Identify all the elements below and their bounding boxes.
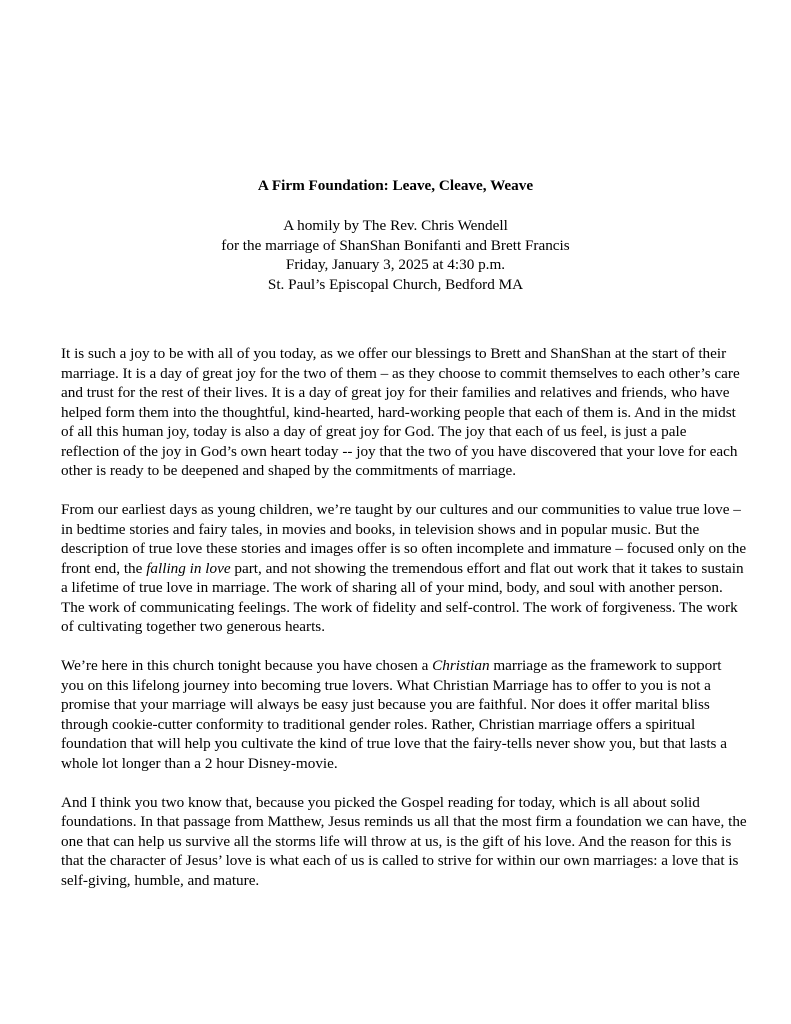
- paragraph-3-before: We’re here in this church tonight because you have chosen a: [61, 657, 433, 674]
- byline-occasion: for the marriage of ShanShan Bonifanti and Brett Francis: [221, 236, 570, 254]
- homily-body: [61, 344, 747, 890]
- byline-block: [0, 216, 791, 294]
- paragraph-2-emphasis: falling in love: [146, 559, 231, 577]
- paragraph-2-after: part, and not showing the tremendous effort and flat out work that it takes to sustain a lifetime of true love in marriage. The work of sharing all of your mind, body, and soul with another person. The work of communicating feelings. The work of fidelity and self-control. The work of forgiveness. The work of cultivating together two generous hearts.: [61, 559, 744, 635]
- paragraph-2: [61, 500, 747, 637]
- paragraph-3-emphasis: Christian: [432, 657, 490, 674]
- document-title: A Firm Foundation: Leave, Cleave, Weave: [257, 177, 534, 194]
- byline-location: St. Paul’s Episcopal Church, Bedford MA: [267, 275, 524, 293]
- byline-author: A homily by The Rev. Chris Wendell: [283, 217, 508, 234]
- paragraph-3-after: marriage as the framework to support you on this lifelong journey into becoming true lovers. What Christian Marriage has to offer to you is not a promise that your marriage will always be easy just because you are faithful. Nor does it offer marital bliss through cookie-cutter conformity to traditional gender roles. Rather, Christian marriage offers a spiritual foundation that will help you cultivate the kind of true love that the fairy-tells never show you, but that lasts a whole lot longer than a 2 hour Disney-movie.: [61, 657, 727, 772]
- paragraph-3: [61, 656, 747, 773]
- byline-date: Friday, January 3, 2025 at 4:30 p.m.: [285, 256, 506, 273]
- paragraph-1: It is such a joy to be with all of you today, as we offer our blessings to Brett and ShanShan at the start of their marriage. It is a day of great joy for the two of them – as they choose to commit themselves to each other’s care and trust for the rest of their lives. It is a day of great joy for their families and relatives and friends, who have helped form them into the thoughtful, kind-hearted, hard-working people that each of them is. And in the midst of all this human joy, today is also a day of great joy for God. The joy that each of us feel, is just a pale reflection of the joy in God’s own heart today -- joy that the two of you have discovered that your love for each other is ready to be deepened and shaped by the commitments of marriage.: [61, 345, 740, 479]
- paragraph-4: And I think you two know that, because you picked the Gospel reading for today, which is all about solid foundations. In that passage from Matthew, Jesus reminds us all that the most firm a foundation we can have, the one that can help us survive all the storms life will throw at us, is the gift of his love. And the reason for this is that the character of Jesus’ love is what each of us is called to strive for within our own marriages: a love that is self-giving, humble, and mature.: [61, 793, 747, 889]
- paragraph-2-before: From our earliest days as young children, we’re taught by our cultures and our communities to value true love – in bedtime stories and fairy tales, in movies and books, in television shows and in popular music. But the description of true love these stories and images offer is so often incomplete and immature – focused only on the front end, the: [61, 501, 747, 577]
